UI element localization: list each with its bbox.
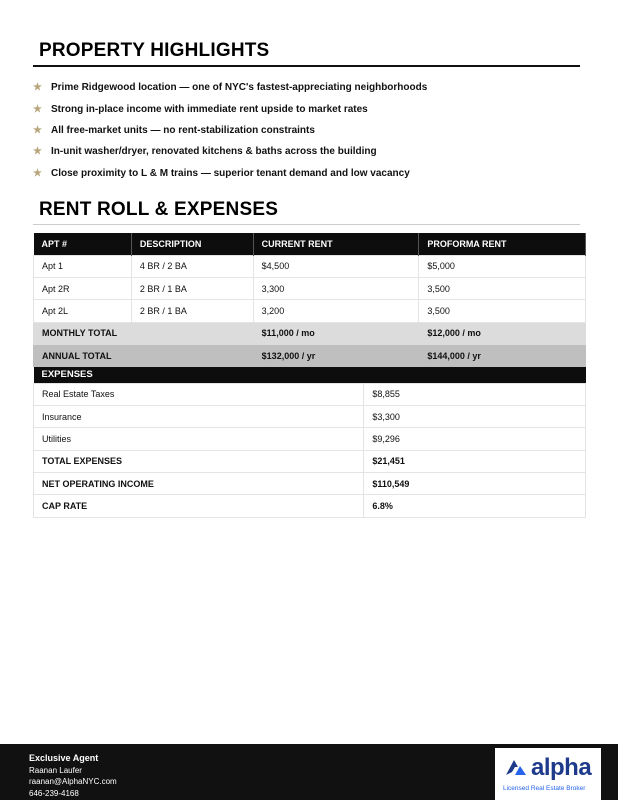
table-cell: $4,500 [253, 255, 419, 277]
table-cell: ANNUAL TOTAL [34, 345, 132, 367]
logo-subtitle: Licensed Real Estate Broker [503, 785, 586, 792]
table-cell: Insurance [34, 405, 364, 427]
star-icon: ★ [33, 82, 42, 94]
total-expenses-row [34, 450, 586, 472]
table-row [34, 428, 586, 450]
table-cell: $21,451 [364, 450, 586, 472]
agent-title: Exclusive Agent [29, 753, 99, 763]
table-cell: Apt 2R [34, 277, 132, 299]
table-cell: 3,300 [253, 277, 419, 299]
table-cell: Utilities [34, 428, 364, 450]
list-item [33, 141, 593, 162]
annual-total-row [34, 345, 586, 367]
highlight-text: Close proximity to L & M trains — superior tenant demand and low vacancy [51, 167, 410, 179]
cap-rate-row [34, 495, 586, 517]
table-cell: 6.8% [364, 495, 586, 517]
column-header: EXPENSES [34, 367, 364, 383]
noi-row [34, 473, 586, 495]
table-cell: MONTHLY TOTAL [34, 322, 132, 344]
highlight-text: All free-market units — no rent-stabilization constraints [51, 124, 315, 136]
star-icon: ★ [33, 167, 42, 179]
table-cell: $8,855 [364, 383, 586, 405]
table-cell [131, 345, 253, 367]
table-cell: 3,500 [419, 300, 586, 322]
table-cell: 3,500 [419, 277, 586, 299]
column-header: APT # [34, 233, 132, 255]
table-cell: 3,200 [253, 300, 419, 322]
table-row [34, 300, 586, 322]
table-cell: Real Estate Taxes [34, 383, 364, 405]
agent-contact [29, 753, 117, 799]
table-cell: $3,300 [364, 405, 586, 427]
table-cell: 2 BR / 1 BA [131, 277, 253, 299]
highlight-text: Strong in-place income with immediate rent upside to market rates [51, 103, 368, 115]
table-cell: Apt 2L [34, 300, 132, 322]
list-item [33, 77, 593, 98]
table-row [34, 277, 586, 299]
table-cell: $144,000 / yr [419, 345, 586, 367]
star-icon: ★ [33, 124, 42, 136]
star-icon: ★ [33, 146, 42, 158]
title-divider [33, 65, 580, 67]
agent-email[interactable]: raanan@AlphaNYC.com [29, 777, 117, 786]
table-cell: $11,000 / mo [253, 322, 419, 344]
alpha-logo [495, 748, 601, 800]
highlights-list [33, 77, 593, 184]
table-cell: $5,000 [419, 255, 586, 277]
title-divider [33, 224, 580, 225]
table-row [34, 405, 586, 427]
table-cell: $12,000 / mo [419, 322, 586, 344]
rent-roll-title: RENT ROLL & EXPENSES [39, 199, 279, 220]
table-cell: 4 BR / 2 BA [131, 255, 253, 277]
table-cell: Apt 1 [34, 255, 132, 277]
table-cell: CAP RATE [34, 495, 364, 517]
table-cell: $132,000 / yr [253, 345, 419, 367]
monthly-total-row [34, 322, 586, 344]
property-highlights-title: PROPERTY HIGHLIGHTS [39, 40, 270, 61]
table-header-row [34, 367, 586, 383]
table-cell: 2 BR / 1 BA [131, 300, 253, 322]
agent-phone[interactable]: 646-239-4168 [29, 788, 79, 798]
highlight-text: In-unit washer/dryer, renovated kitchens & baths across the building [51, 146, 377, 158]
column-header [364, 367, 586, 383]
list-item [33, 120, 593, 141]
column-header: CURRENT RENT [253, 233, 419, 255]
rent-roll-table [33, 233, 586, 367]
column-header: DESCRIPTION [131, 233, 253, 255]
table-cell: $110,549 [364, 473, 586, 495]
expenses-table [33, 367, 586, 518]
table-cell: $9,296 [364, 428, 586, 450]
footer-bar [0, 744, 618, 800]
list-item [33, 98, 593, 119]
table-row [34, 383, 586, 405]
column-header: PROFORMA RENT [419, 233, 586, 255]
list-item [33, 163, 593, 184]
table-row [34, 255, 586, 277]
highlight-text: Prime Ridgewood location — one of NYC's fastest-appreciating neighborhoods [51, 82, 428, 94]
alpha-mark-icon [503, 755, 529, 781]
logo-text: alpha [531, 754, 592, 781]
star-icon: ★ [33, 103, 42, 115]
table-header-row [34, 233, 586, 255]
table-cell [131, 322, 253, 344]
table-cell: NET OPERATING INCOME [34, 473, 364, 495]
table-cell: TOTAL EXPENSES [34, 450, 364, 472]
agent-name: Raanan Laufer [29, 765, 82, 775]
